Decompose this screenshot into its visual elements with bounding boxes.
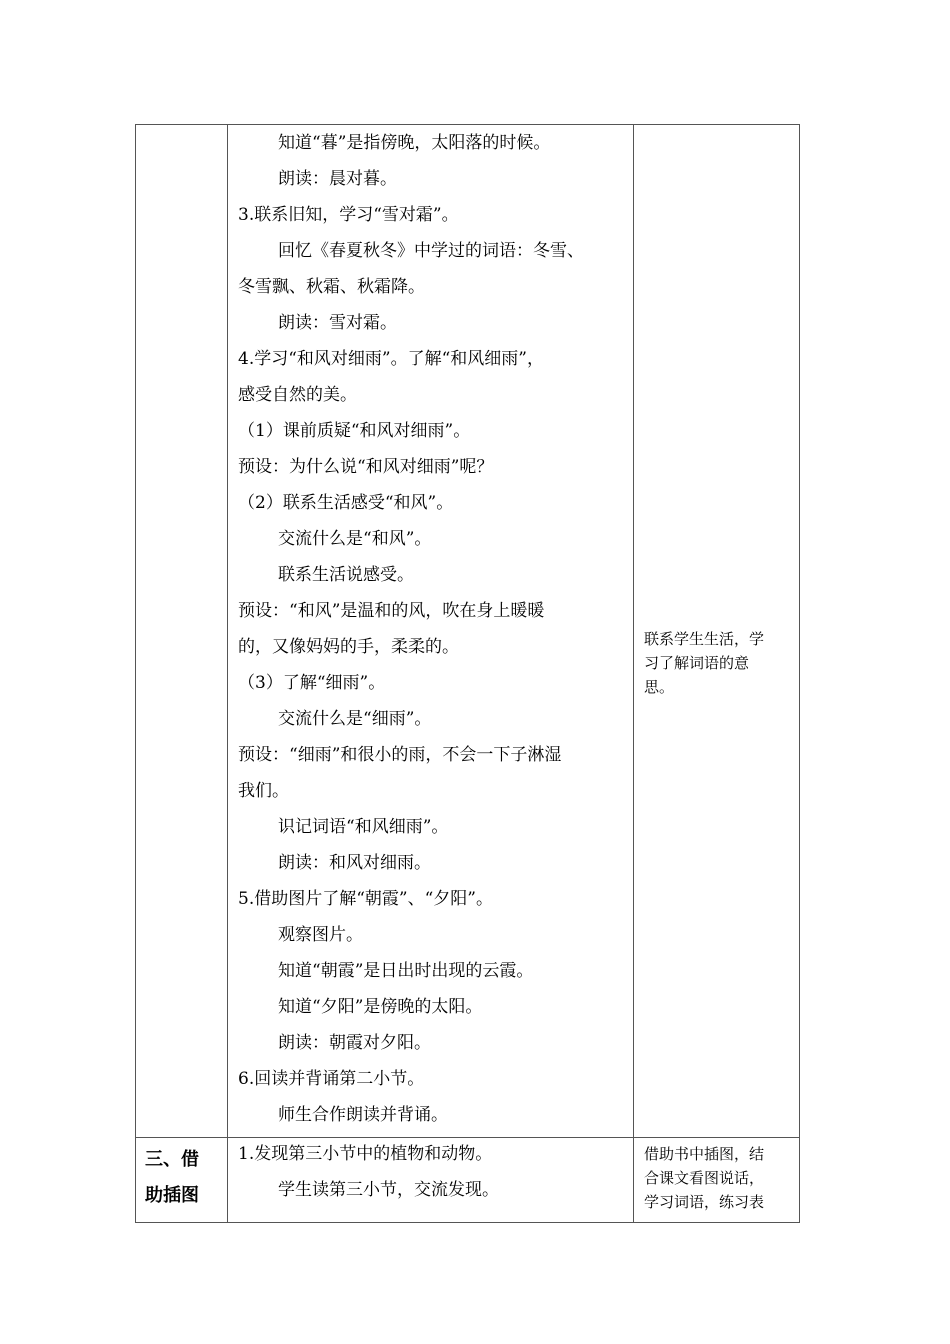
note-line: 习了解词语的意 xyxy=(644,654,750,672)
text-line: 联系生活说感受。 xyxy=(278,565,414,585)
text-line: 预设：“细雨”和很小的雨，不会一下子淋湿 xyxy=(238,745,562,765)
text-line: 师生合作朗读并背诵。 xyxy=(278,1105,448,1125)
text-line: 朗读：朝霞对夕阳。 xyxy=(278,1033,431,1053)
text-line: 朗读：雪对霜。 xyxy=(278,313,397,333)
text-line: 观察图片。 xyxy=(278,925,363,945)
text-line: 交流什么是“和风”。 xyxy=(278,529,432,549)
note-cell xyxy=(634,125,800,1138)
text-line: 知道“夕阳”是傍晚的太阳。 xyxy=(278,997,483,1017)
stage-title-line: 三、借 xyxy=(145,1149,199,1170)
note-line: 学习词语，练习表 xyxy=(644,1193,765,1211)
text-line: 知道“暮”是指傍晚，太阳落的时候。 xyxy=(278,133,551,153)
stage-title-line: 助插图 xyxy=(145,1185,199,1206)
text-line: 5.借助图片了解“朝霞”、“夕阳”。 xyxy=(238,889,493,909)
design-note xyxy=(634,1138,799,1214)
table-row xyxy=(136,1138,800,1223)
text-line: 预设：“和风”是温和的风，吹在身上暖暖 xyxy=(238,601,545,621)
note-line: 合课文看图说话， xyxy=(644,1169,765,1187)
activity-lines xyxy=(228,1138,633,1212)
text-line: （3）了解“细雨”。 xyxy=(238,673,386,693)
text-line: 冬雪飘、秋霜、秋霜降。 xyxy=(238,277,425,297)
note-cell xyxy=(634,1138,800,1223)
design-note xyxy=(634,125,799,699)
text-line: 回忆《春夏秋冬》中学过的词语：冬雪、 xyxy=(278,241,584,261)
stage-title xyxy=(136,1138,227,1214)
note-line: 联系学生生活，学 xyxy=(644,630,765,648)
text-line: 识记词语“和风细雨”。 xyxy=(278,817,449,837)
text-line: 预设：为什么说“和风对细雨”呢？ xyxy=(238,457,494,477)
text-line: 6.回读并背诵第二小节。 xyxy=(238,1069,425,1089)
note-line: 借助书中插图，结 xyxy=(644,1145,765,1163)
text-line: 3.联系旧知，学习“雪对霜”。 xyxy=(238,205,459,225)
text-line: 我们。 xyxy=(238,781,289,801)
stage-cell xyxy=(136,1138,228,1223)
text-line: 的，又像妈妈的手，柔柔的。 xyxy=(238,637,459,657)
text-line: 4.学习“和风对细雨”。了解“和风细雨”， xyxy=(238,349,544,369)
activity-cell xyxy=(228,125,634,1138)
text-line: （1）课前质疑“和风对细雨”。 xyxy=(238,421,471,441)
stage-cell-empty xyxy=(136,125,228,1138)
text-line: 知道“朝霞”是日出时出现的云霞。 xyxy=(278,961,534,981)
text-line: 学生读第三小节，交流发现。 xyxy=(278,1180,499,1200)
text-line: 感受自然的美。 xyxy=(238,385,357,405)
text-line: 1.发现第三小节中的植物和动物。 xyxy=(238,1144,493,1164)
note-line: 思。 xyxy=(644,678,675,696)
text-line: 朗读：晨对暮。 xyxy=(278,169,397,189)
lesson-plan-table xyxy=(135,124,800,1223)
text-line: 朗读：和风对细雨。 xyxy=(278,853,431,873)
activity-lines xyxy=(228,125,633,1137)
text-line: 交流什么是“细雨”。 xyxy=(278,709,432,729)
activity-cell xyxy=(228,1138,634,1223)
text-line: （2）联系生活感受“和风”。 xyxy=(238,493,454,513)
table-row xyxy=(136,125,800,1138)
